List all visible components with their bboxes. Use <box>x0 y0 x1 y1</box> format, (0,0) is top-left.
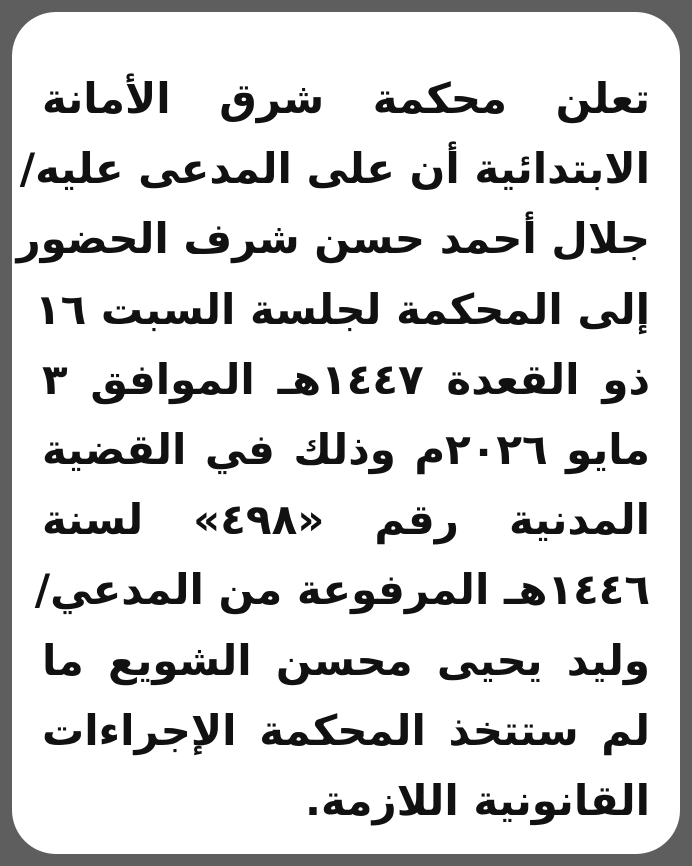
notice-line-7: المدنية رقم «٤٩٨» لسنة <box>42 495 650 545</box>
notice-line-3: جلال أحمد حسن شرف الحضور <box>16 214 650 264</box>
notice-line-4: إلى المحكمة لجلسة السبت ١٦ <box>35 284 650 334</box>
notice-line-5: ذو القعدة ١٤٤٧هـ الموافق ٣ <box>42 354 650 404</box>
notice-line-9: وليد يحيى محسن الشويع ما <box>42 635 650 685</box>
notice-line-1: تعلن محكمة شرق الأمانة <box>42 74 650 123</box>
notice-card <box>12 12 680 854</box>
notice-line-2: الابتدائية أن على المدعى عليه/ <box>19 144 650 194</box>
notice-line-11: القانونية اللازمة. <box>305 775 650 825</box>
notice-line-8: ١٤٤٦هـ المرفوعة من المدعي/ <box>34 565 650 615</box>
notice-text <box>16 64 650 836</box>
notice-line-6: مايو ٢٠٢٦م وذلك في القضية <box>42 424 650 474</box>
notice-line-10: لم ستتخذ المحكمة الإجراءات <box>42 705 650 755</box>
